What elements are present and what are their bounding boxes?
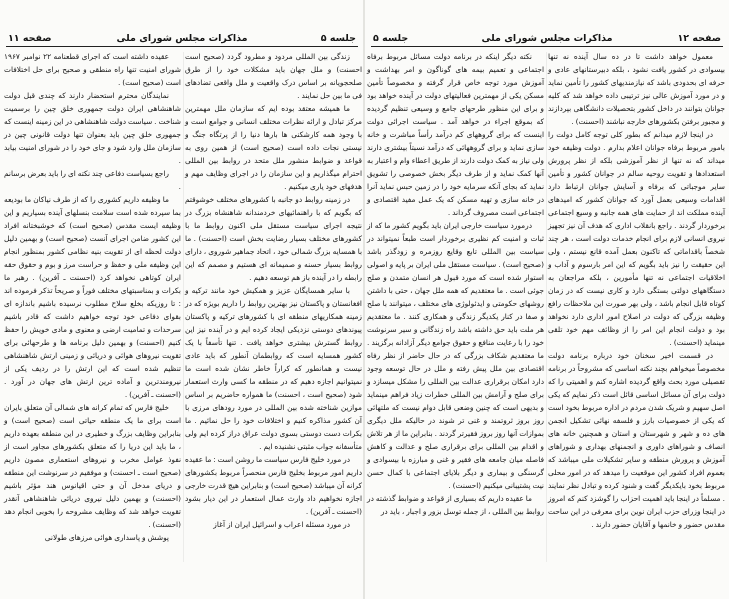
paragraph: در مورد خلیج فارس سیاست ما روشن است : ما عقیده داریم امور مربوط بخلیج فارس منحصراً مربوط بکشورهای کرانه آن میباشد (صحیح است) و بنابراین هیچ قدرت خارجی اجازه نخواهیم داد وارث عمال استعمار در این دیار بشود (احسنت ـ آفرین) .	[184, 455, 362, 516]
text-column-left	[367, 50, 544, 518]
paragraph: راجع بسیاست دفاعی چند نکته ای را باید بعرض برسانم .	[4, 169, 181, 191]
paragraph: زندگی بین المللی مردود و مطرود گردد (صحیح است احسنت) و ملل جهان باید مشکلات خود را از طرق صلحجویانه بر اساس درک واقعیت و ملل واقعی تضادهای فی ما بین حل نمایند .	[185, 52, 362, 100]
column-divider	[546, 52, 547, 562]
running-title: مذاکرات مجلس شورای ملی	[481, 33, 613, 44]
text-column-right	[548, 50, 725, 531]
paragraph: نکته دیگر اینکه در برنامه دولت مسائل مربوط برفاه اجتماعی و تعمیم بیمه های گوناگون و امر بهداشت و آموزش مورد توجه خاص قرار گرفته و مخصوصاً تأمین مسکن یکی از مهمترین فعالیتهای دولت در آینده خواهد بود و برای این منظور طرحهای جامع و وسیعی تنظیم گردیده که بموقع اجراء در خواهد آمد . سیاست اجرائی دولت اینست که برای گروههای کم درآمد رأساً مباشرت و خانه سازی نماید و برای گروههائی که درآمد نسبتاً بیشتری دارند ولی نیاز به کمک دولت دارند از طریق اعطاء وام و اعتبار به آنها کمک نماید و از طرف دیگر بخش خصوصی را تشویق نماید که بجای آنکه سرمایه خود را در زمین حبس نماید آنرا در خانه سازی و تهیه مسکن که یک عمل مفید اقتصادی و اجتماعی است مصروف گرداند .	[367, 52, 544, 217]
paragraph: درمورد سیاست خارجی ایران باید بگویم کشور ما که از ثبات و امنیت کم نظیری برخوردار است طبعاً نمیتواند در سیاست بین المللی تابع وقایع روزمره و زودگذر باشد (صحیح است) . سیاست مستقل ملی ایران بر پایه و اصولی استوار شده است که مورد قبول هر انسان متمدن و صلح جوئی است . ما معتقدیم که همه ملل جهان ، حتی با داشتن روشهای حکومتی و ایدئولوژی های مختلف ، میتوانند با صلح و صفا در کنار یکدیگر زندگی و همکاری کنند . ما معتقدیم هر ملت باید حق داشته باشد راه زندگانی و سیر سرنوشت خود را با رعایت منافع و حقوق جوامع دیگر آزادانه برگزیند . ما معتقدیم شکاف بزرگی که در حال حاضر از نظر رفاه اقتصادی بین ملل پیش رفته و ملل در حال توسعه وجود دارد امکان برقراری عدالت بین المللی را مشکل میسازد و برای صلح و آرامش بین المللی خطرات زیاد فراهم مینماید و بدیهی است که چنین وضعی قابل دوام نیست که ملتهائی روز بروز ثروتمند و غنی تر شوند در حالیکه ملل دیگری بموازات آنها روز بروز فقیرتر گردند . بنابراین ما از هر تلاش و اقدام بین المللی برای برقراری صلح و عدالت و کاهش فاصله میان جامعه های فقیر و غنی و مبارزه با بیسوادی و گرسنگی و بیماری و دیگر بلایای اجتماعی با کمال حسن نیت پشتیبانی میکنیم (احسنت) .	[367, 221, 544, 490]
paragraph: در قسمت اخیر سخنان خود درباره برنامه دولت مخصوصاً میخواهم بچند نکته اساسی که مشروحاً در برنامه تفصیلی مورد بحث واقع گردیده اشاره کنم و اهمیتی را که دولت برای آن مسائل اساسی قائل است ذکر نمایم که یکی اصل سهیم و شریک شدن مردم در اداره مربوط بخود است که یکی از خصوصیات بارز و فلسفه نهائی تشکیل انجمن های ده و شهر و شهرستان و استان و همچنین خانه های انصاف و شوراهای داوری و انجمنهای بهداری و شوراهای آموزش و پرورش منطقه و سایر تشکیلات ملی میباشد که بعموم افراد کشور این موقعیت را میدهد که در امور محلی مربوط بخود بایکدیگر گفت و شنود کرده و تبادل نظر نمایند . مسلماً در اینجا باید اهمیت احزاب را گوشزد کنم که امروز در اینجا وزرای حزب ایران نوین برای معرفی در این ساحت مقدس حضور و خانمها و آقایان حضور دارند .	[548, 351, 725, 529]
paragraph: ما همیشه معتقد بوده ایم که سازمان ملل مهمترین مرکز تبادل و ارائه نظرات مختلف انسانی و جوامع است و با وجود همه کارشکنی ها بارها دنیا را از پرتگاه جنگ و نیستی نجات داده است (صحیح است) از همین روی به قواعد و ضوابط منشور ملل متحد در روابط بین المللی احترام میگذاریم و این سازمان را در اجرای وظایف مهم و هدفهای خود یاری میکنیم .	[185, 104, 362, 191]
paragraph: خلیج فارس که تمام کرانه های شمالی آن متعلق بایران است برای ما یک منطقه حیاتی است (صحیح است) و بنابراین وظایف بزرگ و خطیری در این منطقه بعهده داریم ، ما باید این دریا را که متعلق بکشورهای مجاور است از نفوذ عوامل مخرب و نیروهای استعماری مصون داریم (صحیح است ـ احسنت) و موفقیم در سرنوشت این منطقه و دریای مدخل آن و حتی اقیانوس هند مؤثر باشیم (احسنت) و بهمین دلیل نیروی دریائی شاهنشاهی آنقدر تقویت خواهد شد که وظایف مشروحه را بخوبی انجام دهد (احسنت) .	[4, 403, 181, 529]
book-spine	[363, 0, 365, 599]
page-number: صفحه ۱۱	[8, 33, 52, 44]
paragraph: در اینجا لازم میدانم که بطور کلی توجه کامل دولت را بامور مربوط برفاه جوانان اعلام بدارم . دولت وظیفه خود میداند که نه تنها از نظر آموزشی بلکه از نظر پرورش استعدادها و تقویت روحیه سالم در جوانان کشور و تأمین سایر موجباتی که برفاه و آسایش جوانان ارتباط دارد اقدامات وسیعی بعمل آورد که جوانان کشور که امیدهای آینده مملکت اند از حمایت های همه جانبه و وسیع اجتماعی برخوردار گردند . راجع بانقلاب اداری که هدف آن نیز تجهیز نیروی انسانی لازم برای انجام خدمات دولت است ، هر چند شخصاً باقداماتی که تاکنون بعمل آمده قانع نیستم ، ولی این حقیقت را نیز باید بگویم که این امر بارسوم و آداب و اخلاقیات اجتماعی نه تنها مأمورین ، بلکه مراجعان به دستگاههای دولتی بستگی دارد و کاری نیست که در زمان کوتاه قابل انجام باشد ، ولی بهر صورت این ملاحظات رافع وظیفه بزرگی که دولت در اصلاح امور اداری دارد نخواهد بود و دولت انجام این امر را از وظائف مهم خود تلقی مینماید (احسنت) .	[548, 130, 725, 347]
paragraph: با سایر همسایگان عزیز و همکیش خود مانند ترکیه و افغانستان و پاکستان نیز بهترین روابط را داریم بویژه که در زمینه همکاریهای منطقه ای با کشورهای ترکیه و پاکستان پیوندهای دوستی نزدیکی ایجاد کرده ایم و در آینده نیز این روابط گسترش بیشتری خواهد یافت . تنها تأسفاً با یک کشور همسایه است که روابطمان آنطور که باید عادی نیست و همانطور که کراراً خاطر نشان شده است ما نمیتوانیم اجازه دهیم که در منطقه ما کسی وارث استعمار شود (صحیح است ، احسنت) ما همواره حاضریم بر اساس موازین شناخته شده بین المللی در مورد رودهای مرزی با آن کشور مذاکره کنیم و اختلافات خود را حل نمائیم . ما بکرات دست دوستی بسوی دولت عراق دراز کرده ایم ولی متأسفانه جواب مثبتی نشنیده ایم .	[185, 286, 362, 451]
page-header	[6, 34, 358, 47]
column-divider	[183, 52, 184, 562]
paragraph: ما وظیفه داریم کشوری را که از طرف نیاکان ما بودیعه بما سپرده شده است سلامت بنسلهای آینده بسپاریم و این وظیفه ایست مقدس (صحیح است) که خوشبختانه افراد این کشور ضامن اجرای آنست (صحیح است) و بهمین دلیل دولت لحظه ای از تقویت بنیه نظامی کشور بمنظور انجام این وظیفه ملی و حفظ و حراست مرز و بوم و حقوق حقه ایران کوتاهی نخواهد کرد (احسنت ـ آفرین) . رهبر ما بکرات و بمناسبتهای مختلف فوراً و صریحاً تذکر فرموده اند : تا روزیکه بخلع سلاح مطلوب نرسیده باشیم باندازه ای بقوای دفاعی خود توجه خواهیم داشت که قادر باشیم سرحدات و تمامیت ارضی و معنوی و مادی خویش را حفظ کنیم (احسنت) و بهمین دلیل برنامه ها و طرحهائی برای تقویت نیروهای هوائی و دریائی و زمینی ارتش شاهنشاهی تنظیم شده است که این ارتش را در ردیف یکی از نیرومندترین و آماده ترین ارتش های جهان در آورد . (احسنت ـ آفرین) .	[4, 195, 181, 399]
paragraph: در مورد مسئله اعراب و اسرائیل ایران از آغاز	[213, 520, 350, 529]
paragraph: در زمینه روابط دو جانبه با کشورهای مختلف خوشوقتم که بگویم که با راهنمائیهای خردمندانه شاهنشاه بزرگ در نتیجه اجرای سیاست مستقل ملی اکنون روابط ما با کشورهای مختلف بسیار رضایت بخش است (احسنت) . ما با همسایه بزرگ شمالی خود ، اتحاد جماهیر شوروی ، دارای روابط بسیار حسنه و صمیمانه ای هستیم و مصمم که این رابطه را در آینده باز هم توسعه دهیم .	[185, 195, 362, 282]
page-header	[371, 34, 723, 47]
session-label: جلسه ۵	[320, 33, 356, 44]
paragraph: ما عقیده داریم که بسیاری از قواعد و ضوابط گذشته در روابط بین المللی ، از جمله توسل بزور و اجبار ، باید در	[367, 494, 544, 516]
session-label: جلسه ۵	[373, 33, 409, 44]
text-column-right	[185, 50, 362, 531]
running-title: مذاکرات مجلس شورای ملی	[116, 33, 248, 44]
paragraph: معمول خواهد داشت تا در ده سال آینده نه تنها بیسوادی در کشور یافت نشود ، بلکه دبیرستانهای عادی و حرفه ای بحدودی باشد که نیازمندیهای کشور را تأمین نماید و در مورد آموزش عالی نیز ترتیبی داده خواهد شد که کلیه جوانان بتوانند در داخل کشور بتحصیلات دانشگاهی بپردازند و مجبور برفتن بکشورهای خارجه نباشند (احسنت) .	[548, 52, 725, 126]
page-number: صفحه ۱۲	[677, 33, 721, 44]
paragraph: عقیده داشته است که اجرای قطعنامه ۲۲ نوامبر ۱۹۶۷ شورای امنیت تنها راه منطقی و صحیح برای حل اختلافات است (صحیح است) .	[4, 52, 181, 87]
text-column-left	[4, 50, 181, 544]
paragraph: پوشش و پاسداری هوائی مرزهای طولانی	[44, 533, 169, 542]
paragraph: نمایندگان محترم استحضار دارند که چندی قبل دولت شاهنشاهی ایران دولت جمهوری خلق چین را برسمیت شناخت . سیاست دولت شاهنشاهی در این زمینه اینست که جمهوری خلق چین باید بعنوان تنها دولت قانونی چین در سازمان ملل وارد شود و جای خود را در شورای امنیت بیابد .	[4, 91, 181, 165]
